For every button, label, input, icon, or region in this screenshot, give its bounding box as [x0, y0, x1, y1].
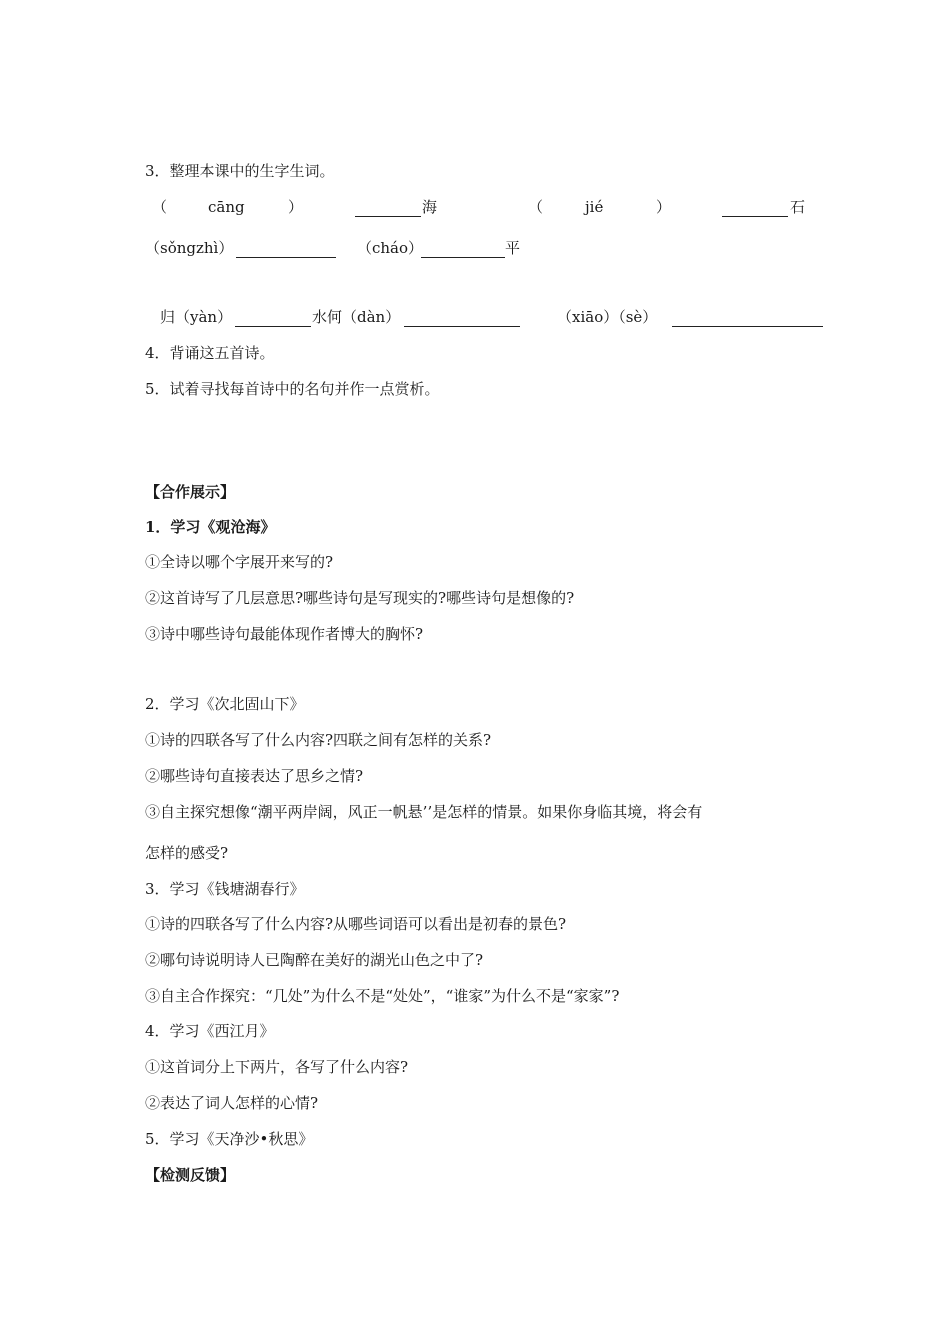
question: ②哪些诗句直接表达了思乡之情?	[145, 767, 364, 785]
fill-blank-3[interactable]	[236, 238, 336, 258]
question: ①这首词分上下两片，各写了什么内容?	[145, 1058, 409, 1076]
question: ②表达了词人怎样的心情?	[145, 1094, 319, 1112]
fill-blank-2[interactable]	[722, 197, 788, 217]
question-continuation: 怎样的感受?	[145, 844, 229, 862]
question: ③自主合作探究：“几处”为什么不是“处处”，“谁家”为什么不是“家家”?	[145, 987, 620, 1005]
section-heading-test: 【检测反馈】	[145, 1166, 236, 1184]
fill-blank-6[interactable]	[404, 307, 520, 327]
question: ②哪句诗说明诗人已陶醉在美好的湖光山色之中了?	[145, 951, 484, 969]
char-hai: 海	[422, 198, 438, 216]
subsection-title-4: 4．学习《西江月》	[145, 1022, 275, 1040]
subsection-title-1: 1．学习《观沧海》	[145, 518, 276, 536]
paren-close: ）	[288, 198, 304, 216]
fill-blank-7[interactable]	[672, 307, 823, 327]
question: ②这首诗写了几层意思?哪些诗句是写现实的?哪些诗句是想像的?	[145, 589, 575, 607]
subsection-title-2: 2．学习《次北固山下》	[145, 695, 305, 713]
char-ping: 平	[505, 239, 521, 257]
pinyin-songzhi: （sǒngzhì）	[145, 239, 234, 257]
paren-open: （	[152, 198, 168, 216]
paren-open: （	[528, 198, 544, 216]
question: ①诗的四联各写了什么内容?四联之间有怎样的关系?	[145, 731, 492, 749]
subsection-title-5: 5．学习《天净沙•秋思》	[145, 1130, 314, 1148]
question: ①诗的四联各写了什么内容?从哪些词语可以看出是初春的景色?	[145, 915, 567, 933]
pinyin-chao: （cháo）	[357, 239, 424, 257]
char-shi: 石	[790, 198, 806, 216]
fill-blank-4[interactable]	[421, 238, 505, 258]
pinyin-cang: cāng	[208, 198, 245, 216]
fill-blank-5[interactable]	[235, 307, 311, 327]
fill-blank-1[interactable]	[355, 197, 421, 217]
question: ③诗中哪些诗句最能体现作者博大的胸怀?	[145, 625, 424, 643]
question: ③自主探究想像“潮平两岸阔，风正一帆悬’’是怎样的情景。如果你身临其境，将会有	[145, 803, 703, 821]
question: ①全诗以哪个字展开来写的?	[145, 553, 334, 571]
subsection-title-3: 3．学习《钱塘湖春行》	[145, 880, 305, 898]
item-5: 5．试着寻找每首诗中的名句并作一点赏析。	[145, 380, 440, 398]
pinyin-xiao-se: （xiāo）（sè）	[557, 308, 658, 326]
pinyin-jie: jié	[585, 198, 604, 216]
paren-close: ）	[656, 198, 672, 216]
text-shui-he-dan: 水何（dàn）	[312, 308, 401, 326]
item-3: 3．整理本课中的生字生词。	[145, 162, 335, 180]
section-heading-coop: 【合作展示】	[145, 483, 236, 501]
text-gui-yan: 归（yàn）	[160, 308, 233, 326]
item-4: 4．背诵这五首诗。	[145, 344, 275, 362]
